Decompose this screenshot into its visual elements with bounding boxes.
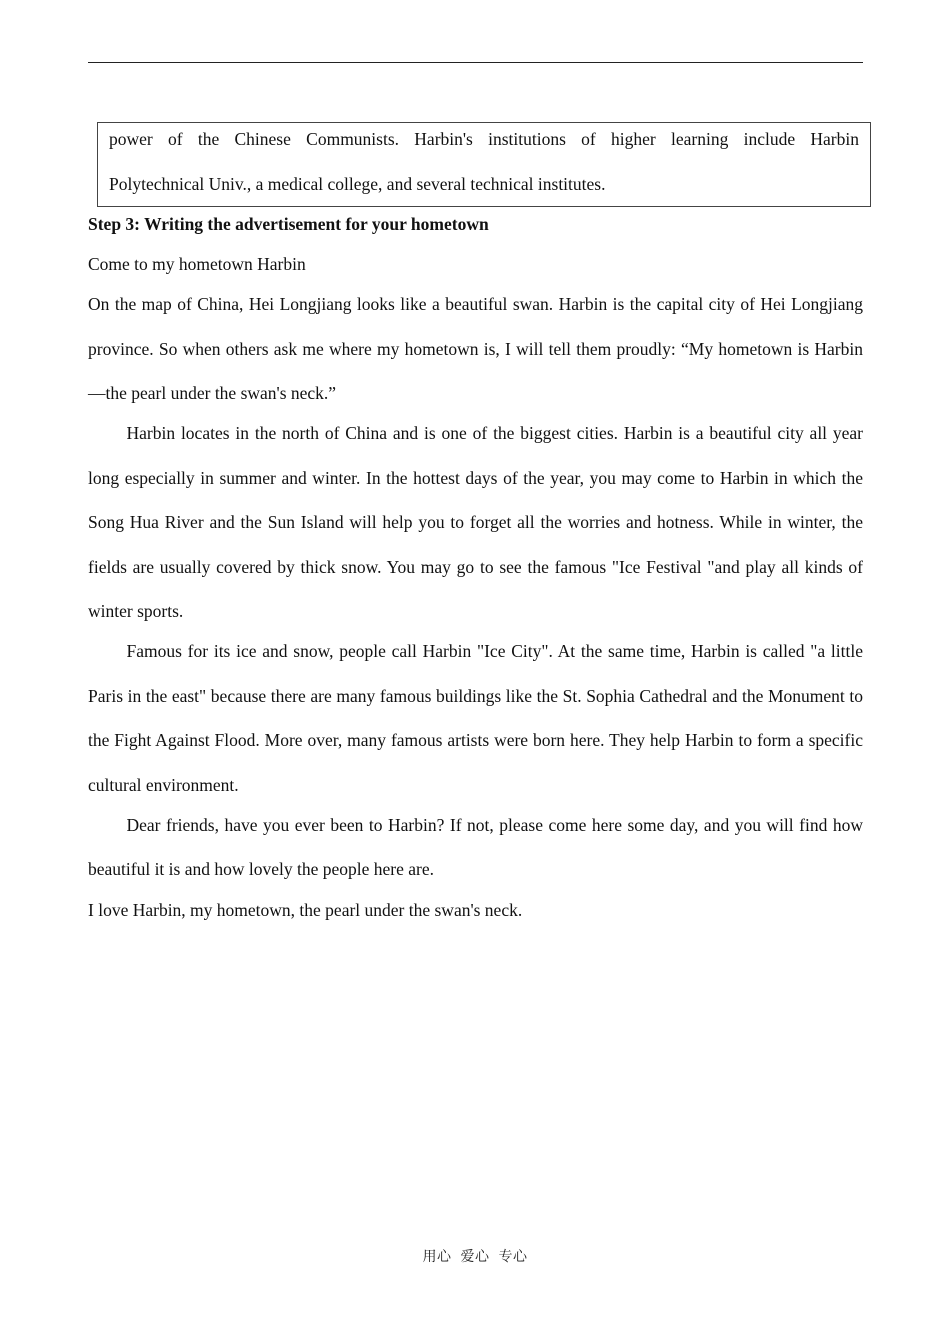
step-3-heading: Step 3: Writing the advertisement for your hometown <box>88 214 489 234</box>
paragraph-4: Dear friends, have you ever been to Harbin? If not, please come here some day, and you will find how beautiful it is and how lovely the people here are. <box>88 814 863 879</box>
advertisement-title: Come to my hometown Harbin <box>88 254 306 274</box>
excerpt-text-box <box>97 122 871 207</box>
main-content <box>88 212 863 922</box>
closing-line: I love Harbin, my hometown, the pearl under the swan's neck. <box>88 899 523 920</box>
paragraph-3: Famous for its ice and snow, people call Harbin "Ice City". At the same time, Harbin is called "a little Paris in the east" because there are many famous buildings like the St. Sophia Cathedral and the Monument to the Fight Against Flood. More over, many famous artists were born here. They help Harbin to form a specific cultural environment. <box>88 641 863 795</box>
excerpt-line-1: power of the Chinese Communists. Harbin's institutions of higher learning include Harbin <box>109 129 859 149</box>
paragraph-1: On the map of China, Hei Longjiang looks like a beautiful swan. Harbin is the capital city of Hei Longjiang province. So when others ask me where my hometown is, I will tell them proudly: “My hometown is Harbin—the pearl under the swan's neck.” <box>88 294 863 403</box>
page-footer: 用心 爱心 专心 <box>422 1249 528 1265</box>
paragraph-2: Harbin locates in the north of China and is one of the biggest cities. Harbin is a beautiful city all year long especially in summer and winter. In the hottest days of the year, you may come to Harbin in which the Song Hua River and the Sun Island will help you to forget all the worries and hotness. While in winter, the fields are usually covered by thick snow. You may go to see the famous "Ice Festival "and play all kinds of winter sports. <box>88 423 863 621</box>
excerpt-line-2: Polytechnical Univ., a medical college, and several technical institutes. <box>109 173 606 194</box>
header-rule <box>88 62 863 63</box>
